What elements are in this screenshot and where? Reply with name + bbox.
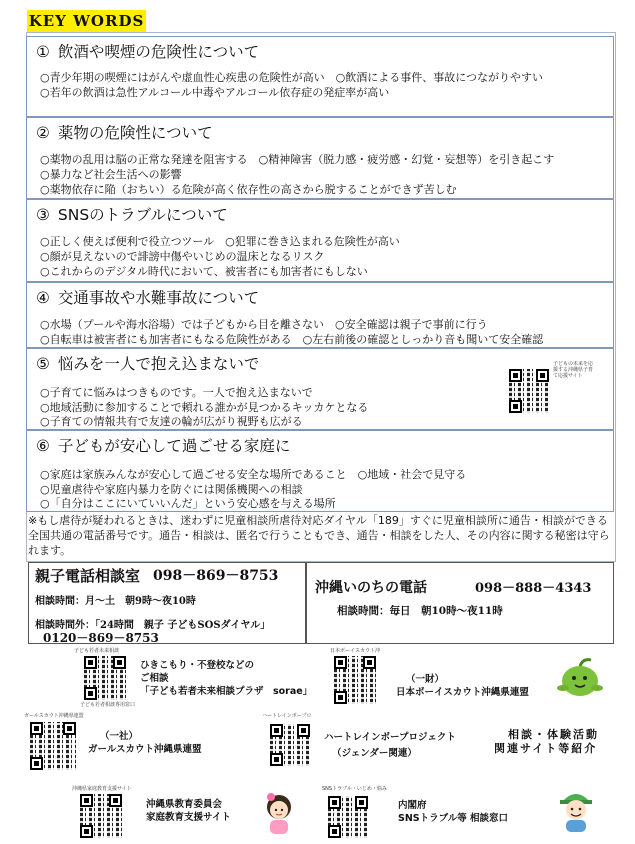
section-4: [26, 282, 614, 348]
resource-text: ひきこもり・不登校などの: [140, 660, 255, 671]
qr-code[interactable]: [328, 796, 368, 838]
qr-caption: ハートレインボープロ: [262, 713, 312, 719]
hotline-oyako: [28, 562, 306, 644]
section-title: ⑤ 悩みを一人で抱え込まないで: [36, 355, 260, 373]
hotline-phone[interactable]: 098－869－8753: [153, 568, 279, 584]
side-heading: 相談・体験活動: [508, 728, 599, 741]
resource-text: ご相談: [140, 673, 169, 684]
section-line: ○児童虐待や家庭内暴力を防ぐには関係機関への相談: [40, 483, 303, 496]
resource-text: 日本ボーイスカウト沖縄県連盟: [396, 687, 529, 698]
qr-caption: 沖縄県家庭教育支援サイト: [72, 786, 132, 792]
section-line: ○水場（プールや海水浴場）では子どもから目を離さない ○安全確認は親子で事前に行う: [40, 318, 488, 331]
hotline-hours: 相談時間：月～土 朝9時～夜10時: [35, 596, 196, 607]
hotline-inochi: [306, 562, 614, 644]
hotline-hours-after: 相談時間外：「24時間 親子 子どもSOSダイヤル」: [35, 620, 271, 631]
qr-code[interactable]: [30, 722, 76, 770]
section-title: ③ SNSのトラブルについて: [36, 206, 228, 224]
section-line: ○家庭は家族みんなが安心して過ごせる安全な場所であること ○地域・社会で見守る: [40, 468, 467, 481]
qr-code[interactable]: [80, 794, 122, 838]
resource-text: （一社）: [100, 731, 139, 742]
section-5: [26, 348, 614, 430]
cucumber-mascot-icon: [553, 654, 607, 700]
qr-code[interactable]: [334, 656, 376, 704]
resource-text: 家庭教育支援サイト: [146, 812, 231, 823]
section-line: ○暴力など社会生活への影響: [40, 168, 182, 181]
qr-caption: 日本ボーイスカウト沖: [330, 648, 380, 654]
section-line: ○子育ての情報共有で友達の輪が広がり視野も広がる: [40, 415, 303, 428]
qr-caption: ガールスカウト沖縄県連盟: [24, 713, 84, 719]
section-line: ○正しく使えば便利で役立つツール ○犯罪に巻き込まれる危険性が高い: [40, 235, 400, 248]
section-line: ○これからのデジタル時代において、被害者にも加害者にもしない: [40, 265, 368, 278]
resource-text: ガールスカウト沖縄県連盟: [88, 744, 202, 755]
qr-code[interactable]: [509, 369, 549, 413]
section-2: [26, 117, 614, 199]
section-line: ○「自分はここにいていいんだ」という安心感を与える場所: [40, 497, 336, 510]
qr-caption: SNSトラブル・いじめ・悩み: [322, 786, 387, 792]
boy-character-icon: [556, 786, 596, 834]
section-6: [26, 430, 614, 512]
qr-caption: 子ども若者相談専用窓口: [80, 702, 136, 708]
resource-text: （一財）: [406, 674, 445, 685]
section-line: ○自転車は被害者にも加害者にもなる危険性がある ○左右前後の確認としっかり音も聞いて安全確認: [40, 333, 544, 346]
section-line: ○顔が見えないので誹謗中傷やいじめの温床となるリスク: [40, 250, 325, 263]
section-line: ○地域活動に参加することで頼れる誰かが見つかるキッカケとなる: [40, 401, 369, 414]
hotline-phone-free[interactable]: 0120－869－8753: [43, 631, 159, 645]
section-title: ② 薬物の危険性について: [36, 124, 213, 142]
resource-text: ハートレインボープロジェクト: [324, 732, 456, 743]
abuse-note: ※もし虐待が疑われるときは、迷わずに児童相談所虐待対応ダイヤル「189」すぐに児童相談所に通告・相談ができる全国共通の電話番号です。通告・相談は、匿名で行うこともでき、通告・相談をした人、その内容に関する秘密は守られます。: [28, 514, 610, 557]
qr-code[interactable]: [84, 656, 126, 700]
resource-text: SNSトラブル等 相談窓口: [398, 813, 509, 824]
section-line: ○青少年期の喫煙にはがんや虚血性心疾患の危険性が高い ○飲酒による事件、事故につながりやすい: [40, 71, 543, 84]
resource-text: 沖縄県教育委員会: [146, 799, 223, 810]
hotline-name: 沖縄いのちの電話: [315, 580, 427, 596]
section-line: ○薬物の乱用は脳の正常な発達を阻害する ○精神障害（脱力感・疲労感・幻覚・妄想等）を引き起こす: [40, 153, 555, 166]
resource-text: （ジェンダー関連）: [332, 748, 417, 759]
resource-text: 「子ども若者未来相談プラザ sorae」: [140, 686, 313, 697]
section-line: ○子育てに悩みはつきものです。一人で抱え込まないで: [40, 386, 313, 399]
section-line: ○薬物依存に陥（おちい）る危険が高く依存性の高さから脱することができず苦しむ: [40, 183, 457, 196]
section-line: ○若年の飲酒は急性アルコール中毒やアルコール依存症の発症率が高い: [40, 86, 390, 99]
hotline-phone[interactable]: 098－888－4343: [475, 581, 592, 596]
resource-text: 内閣府: [398, 800, 427, 811]
qr-code[interactable]: [270, 724, 310, 766]
qr-caption: 子どもの未来を応援する沖縄県子育て応援サイト: [553, 361, 594, 379]
key-words-title: KEY WORDS: [28, 12, 145, 30]
hotline-hours: 相談時間：毎日 朝10時～夜11時: [337, 605, 503, 617]
qr-caption: 子ども若者未来相談: [74, 648, 120, 654]
hotline-name: 親子電話相談室: [35, 567, 141, 585]
girl-character-icon: [262, 792, 296, 836]
section-title: ① 飲酒や喫煙の危険性について: [36, 43, 260, 61]
section-1: [26, 36, 614, 117]
side-heading: 関連サイト等紹介: [494, 742, 598, 755]
section-title: ⑥ 子どもが安心して過ごせる家庭に: [36, 437, 291, 455]
section-3: [26, 199, 614, 282]
section-title: ④ 交通事故や水難事故について: [36, 289, 260, 307]
